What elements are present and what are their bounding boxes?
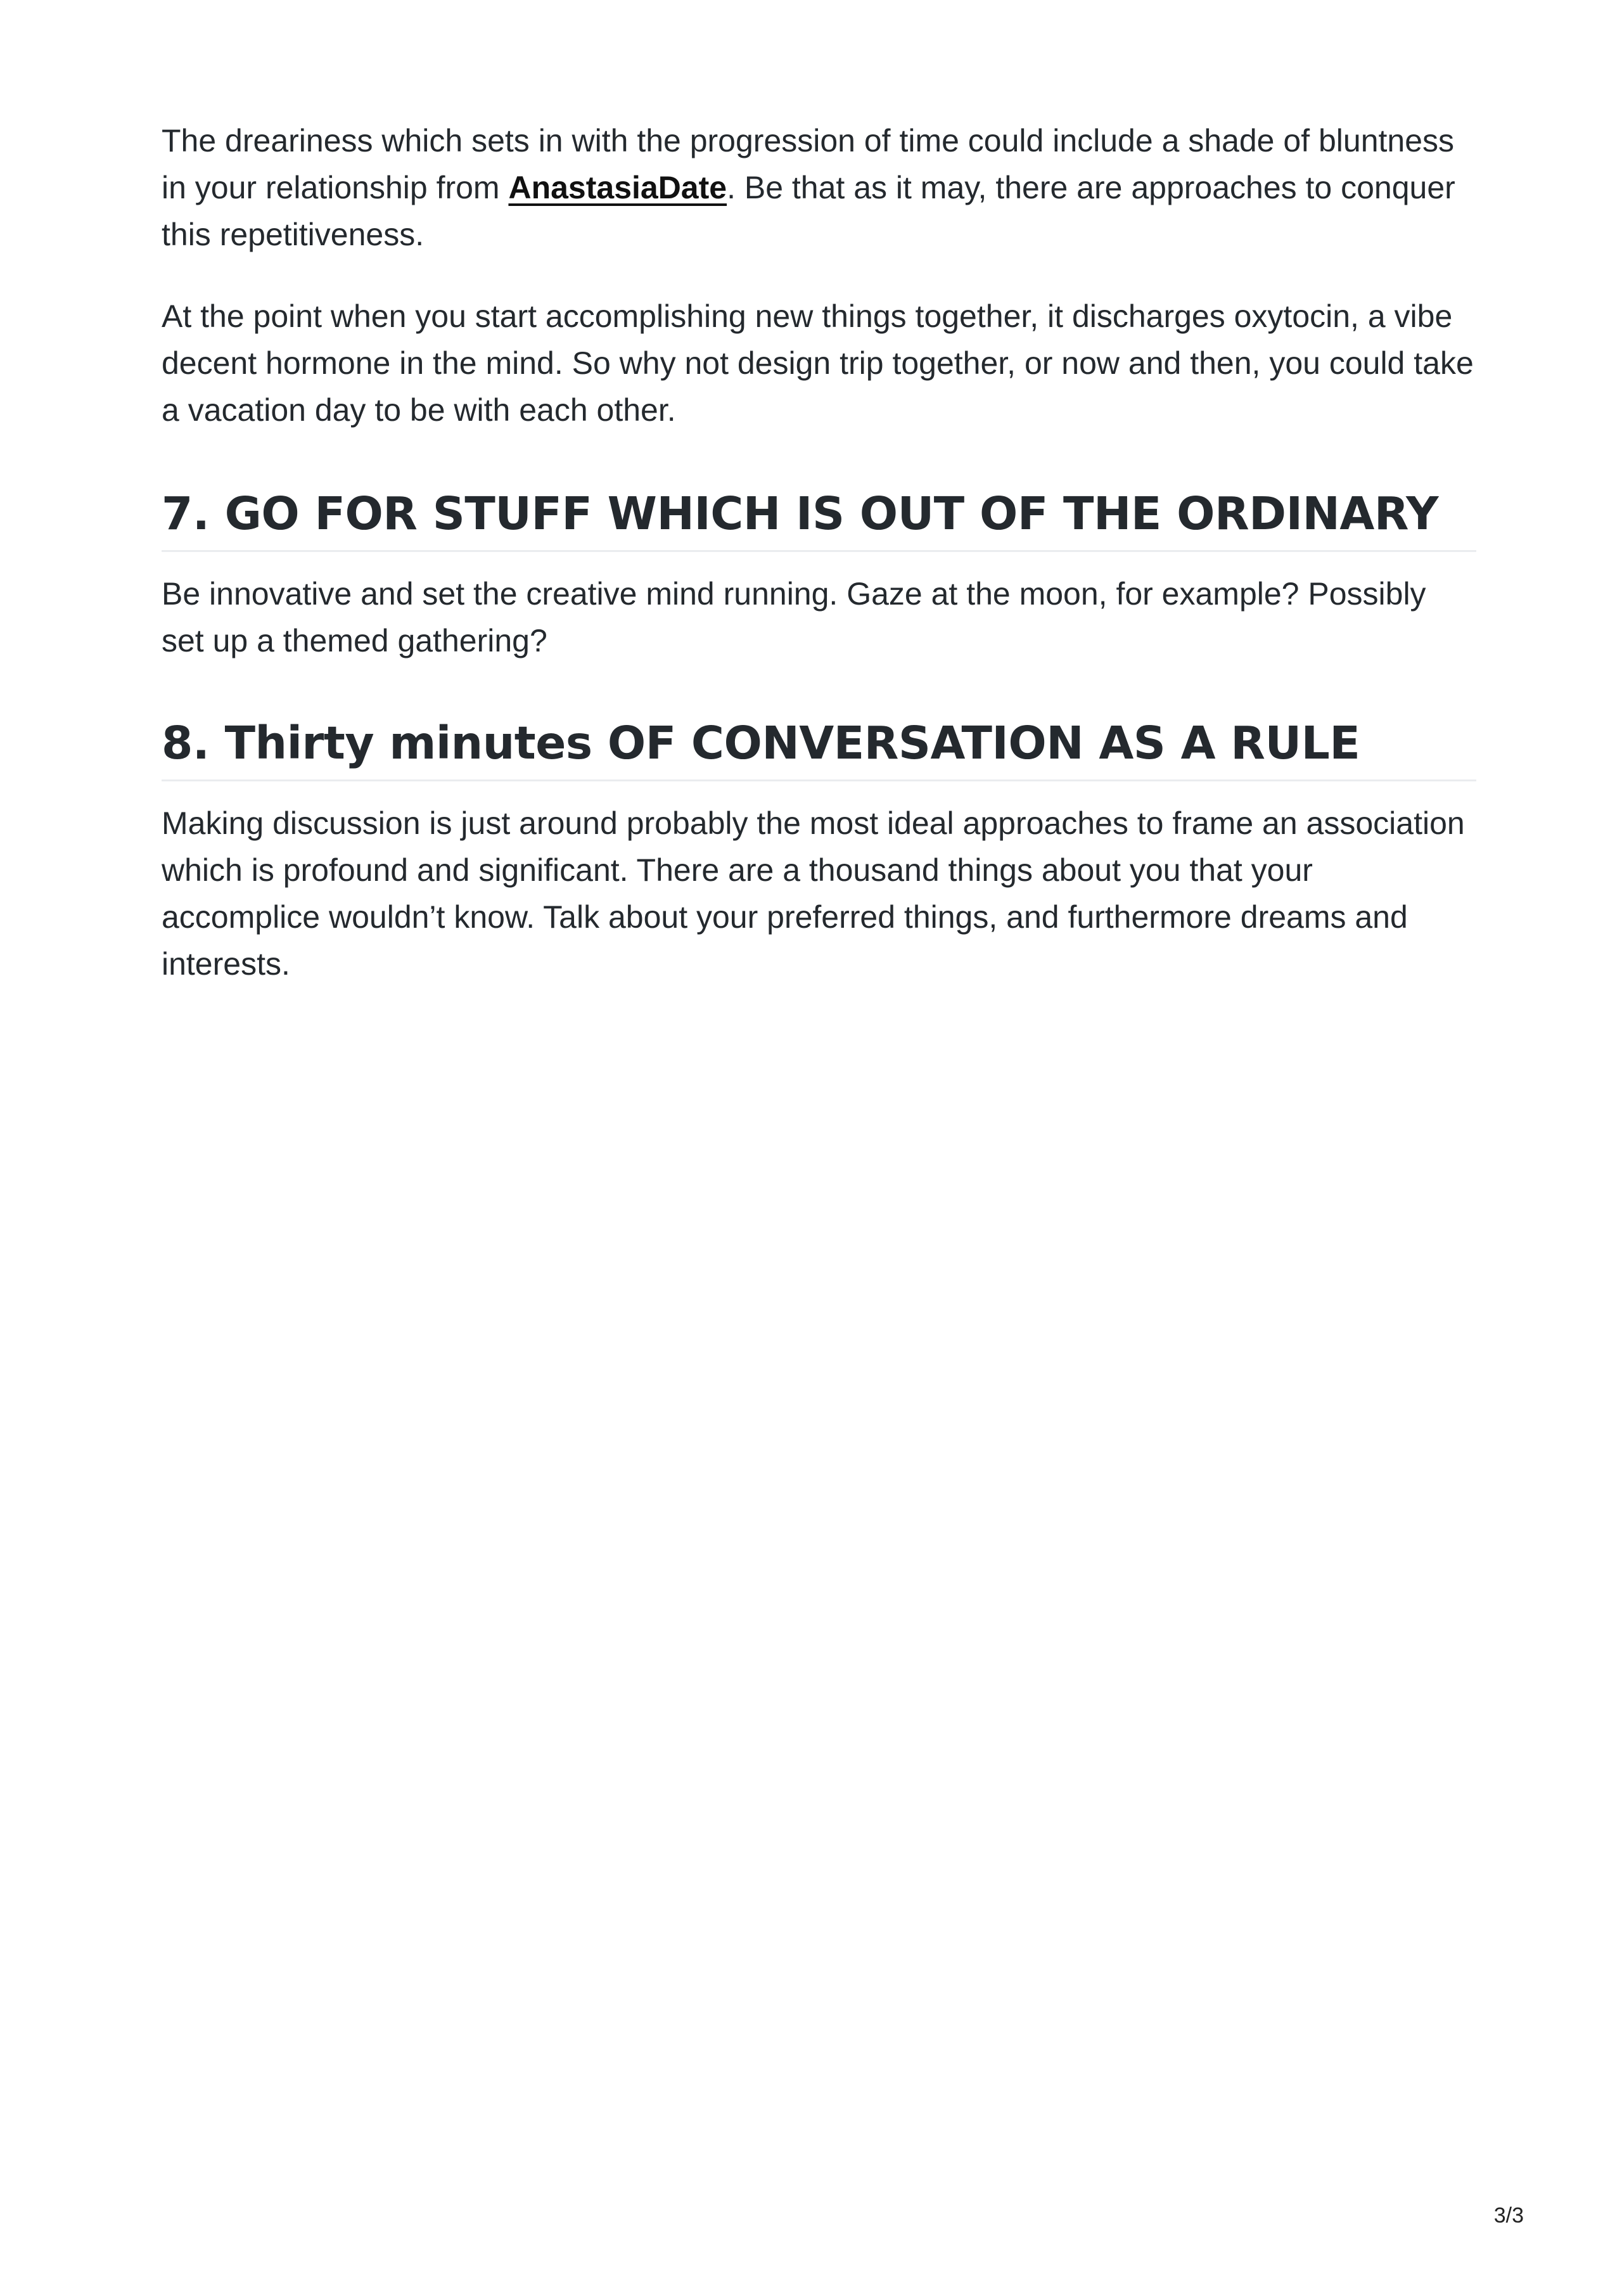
article-body (162, 117, 1476, 1021)
page-number: 3/3 (1493, 2203, 1524, 2228)
section-7-heading: 7. GO FOR STUFF WHICH IS OUT OF THE ORDINARY (162, 487, 1476, 552)
intro-text-start: The dreariness which sets in with the progression of time could include a shade of bluntness in your relationship from (162, 123, 1455, 205)
intro-paragraph (162, 117, 1476, 258)
section-7-paragraph: Be innovative and set the creative mind running. Gaze at the moon, for example? Possibly set up a themed gathering? (162, 576, 1426, 658)
section-8-paragraph: Making discussion is just around probably the most ideal approaches to frame an association which is profound and significant. There are a thousand things about you that your accomplice wouldn’t know. Talk about your preferred things, and furthermore dreams and interests. (162, 805, 1465, 982)
oxytocin-paragraph: At the point when you start accomplishing new things together, it discharges oxytocin, a vibe decent hormone in the mind. So why not design trip together, or now and then, you could take a vacation day to be with each other. (162, 298, 1474, 428)
intro-text-end: . Be that as it may, there are approaches to conquer this repetitiveness. (162, 170, 1455, 252)
section-8-heading: 8. Thirty minutes OF CONVERSATION AS A RULE (162, 716, 1476, 781)
anastasiadate-link[interactable]: AnastasiaDate (508, 170, 727, 205)
